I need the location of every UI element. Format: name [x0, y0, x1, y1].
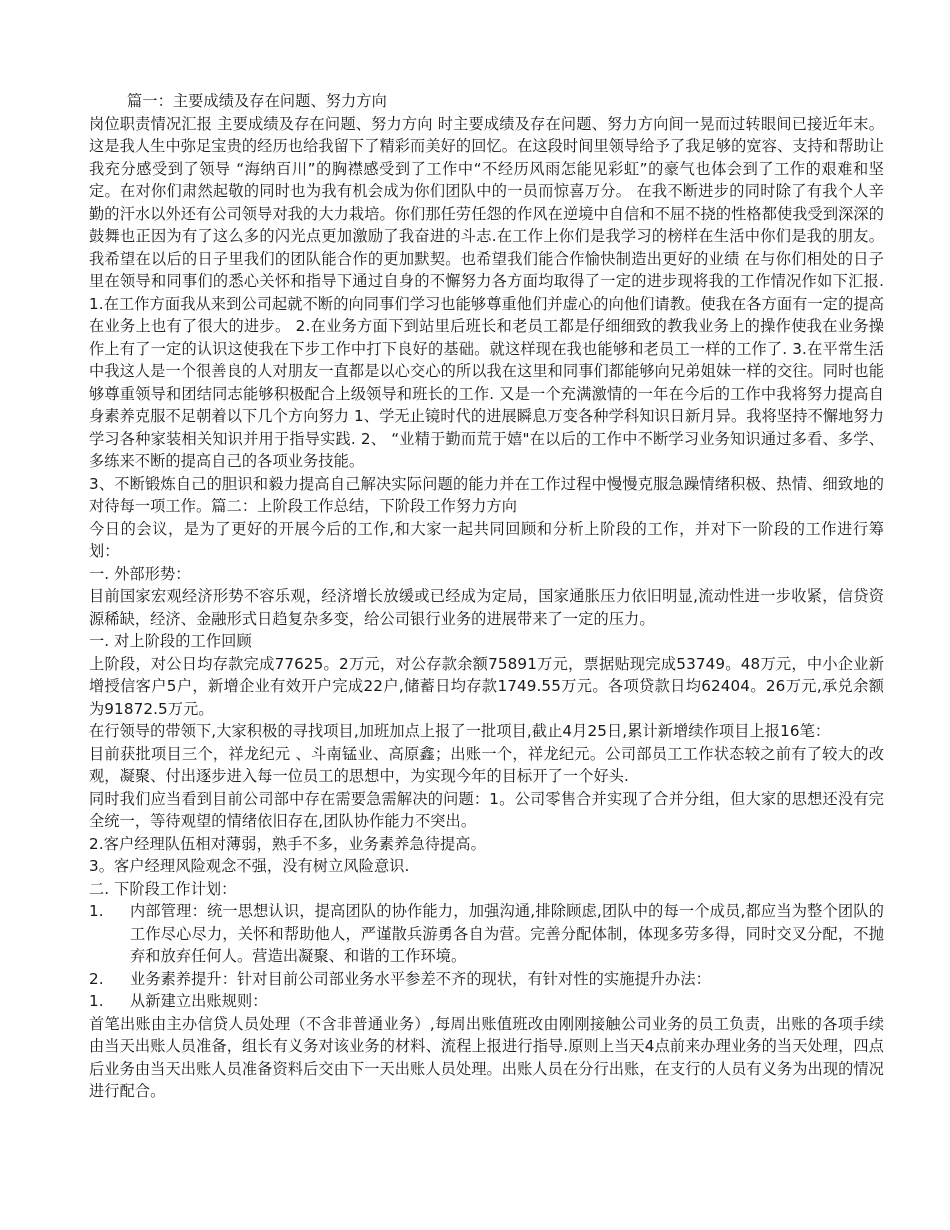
- plan-item-number: 1.: [89, 992, 104, 1010]
- heading-review: 一. 对上阶段的工作回顾: [89, 632, 252, 650]
- paragraph-figures: 上阶段，对公日均存款完成77625。2万元，对公存款余额75891万元，票据贴现完成53749。48万元，中小企业新增授信客户5户，新增企业有效开户完成22户,储蓄日均存款1749.55万元。各项贷款日均62404。26万元,承兑余额为91872.5万元。: [89, 654, 884, 718]
- section-title-1: 篇一：主要成绩及存在问题、努力方向: [127, 92, 387, 110]
- paragraph-payout-rules: 首笔出账由主办信贷人员处理（不含非普通业务）,每周出账值班改由刚刚接触公司业务的员工负责，出账的各项手续由当天出账人员准备，组长有义务对该业务的材料、流程上报进行指导.原则上当天4点前来办理业务的当天处理，四点后业务由当天出账人员准备资料后交由下一天出账人员处理。出账人员在分行出账，在支行的人员有义务为出现的情况进行配合。: [89, 1014, 884, 1100]
- heading-next-plan: 二. 下阶段工作计划：: [89, 879, 237, 898]
- plan-item-text: 业务素养提升：针对目前公司部业务水平参差不齐的现状，有针对性的实施提升办法：: [130, 969, 711, 988]
- paragraph-problems: 同时我们应当看到目前公司部中存在需要急需解决的问题：1。公司零售合并实现了合并分组，但大家的思想还没有完全统一，等待观望的情绪依旧存在,团队协作能力不突出。: [89, 789, 884, 830]
- plan-item-skills: [89, 968, 884, 991]
- plan-item-number: 2.: [89, 969, 104, 988]
- paragraph-report-intro: 岗位职责情况汇报 主要成绩及存在问题、努力方向 时主要成绩及存在问题、努力方向间一晃而过转眼间已接近年末。这是我人生中弥足宝贵的经历也给我留下了精彩而美好的回忆。在这段时间里领导给予了我足够的宽容、支持和帮助让我充分感受到了领导 “海纳百川”的胸襟感受到了工作中“不经历风雨怎能见彩虹”的豪气也体会到了工作的艰难和坚定。在对你们肃然起敬的同时也为我有机会成为你们团队中的一员而惊喜万分。 在我不断进步的同时除了有我个人辛勤的汗水以外还有公司领导对我的大力栽培。你们那任劳任怨的作风在逆境中自信和不屈不挠的性格都使我受到深深的鼓舞也正因为有了这么多的闪光点更加激励了我奋进的斗志.在工作上你们是我学习的榜样在生活中你们是我的朋友。我希望在以后的日子里我们的团队能合作的更加默契。也希望我们能合作愉快制造出更好的业绩 在与你们相处的日子里在领导和同事们的悉心关怀和指导下通过自身的不懈努力各方面均取得了一定的进步现将我的工作情况作如下汇报. 1.在工作方面我从来到公司起就不断的向同事们学习也能够尊重他们并虚心的向他们请教。使我在各方面有一定的提高在业务上也有了很大的进步。 2.在业务方面下到站里后班长和老员工都是仔细细致的教我业务上的操作使我在业务操作上有了一定的认识这使我在下步工作中打下良好的基础。就这样现在我也能够和老员工一样的工作了. 3.在平常生活中我这人是一个很善良的人对朋友一直都是以心交心的所以我在这里和同事们都能够向兄弟姐妹一样的交往。同时也能够尊重领导和团结同志能够积极配合上级领导和班长的工作. 又是一个充满激情的一年在今后的工作中我将努力提高自身素养克服不足朝着以下几个方向努力 1、学无止镜时代的进展瞬息万变各种学科知识日新月异。我将坚持不懈地努力学习各种家装相关知识并用于指导实践. 2、 “业精于勤而荒于嬉"在以后的工作中不断学习业务知识通过多看、多学、多练来不断的提高自己的各项业务技能。: [89, 114, 884, 470]
- plan-item-number: 1.: [89, 902, 104, 920]
- paragraph-point-3: 3、不断锻炼自己的胆识和毅力提高自己解决实际问题的能力并在工作过程中慢慢克服急躁情绪积极、热情、细致地的对待每一项工作。篇二：上阶段工作总结，下阶段工作努力方向: [89, 474, 884, 515]
- paragraph-economy: 目前国家宏观经济形势不容乐观，经济增长放缓或已经成为定局，国家通胀压力依旧明显,流动性进一步收紧，信贷资源稀缺，经济、金融形式日趋复杂多变，给公司银行业务的进展带来了一定的压力。: [89, 587, 884, 628]
- plan-item-text: 内部管理：统一思想认识，提高团队的协作能力，加强沟通,排除顾虑,团队中的每一个成员,都应当为整个团队的工作尽心尽力，关怀和帮助他人，严谨散兵游勇各自为营。完善分配体制，体现多劳多得，同时交叉分配，不抛弃和放弃任何人。营造出凝聚、和谐的工作环境。: [130, 902, 884, 965]
- plan-subitem-rules: [89, 990, 884, 1013]
- paragraph-projects: 在行领导的带领下,大家积极的寻找项目,加班加点上报了一批项目,截止4月25日,累计新增续作项目上报16笔：: [89, 722, 831, 740]
- paragraph-meeting-intro: 今日的会议，是为了更好的开展今后的工作,和大家一起共同回顾和分析上阶段的工作，并对下一阶段的工作进行筹划：: [89, 519, 884, 560]
- plan-item-text: 从新建立出账规则：: [130, 992, 268, 1010]
- paragraph-problem-3: 3。客户经理风险观念不强，没有树立风险意识.: [89, 857, 410, 875]
- paragraph-problem-2: 2.客户经理队伍相对薄弱，熟手不多，业务素养急待提高。: [89, 834, 486, 853]
- heading-external-situation: 一. 外部形势：: [89, 564, 191, 583]
- plan-item-internal: [89, 900, 884, 968]
- paragraph-approved: 目前获批项目三个，祥龙纪元 、斗南锰业、高原鑫；出账一个，祥龙纪元。公司部员工工作状态较之前有了较大的改观，凝聚、付出逐步进入每一位员工的思想中，为实现今年的目标开了一个好头.: [89, 744, 884, 785]
